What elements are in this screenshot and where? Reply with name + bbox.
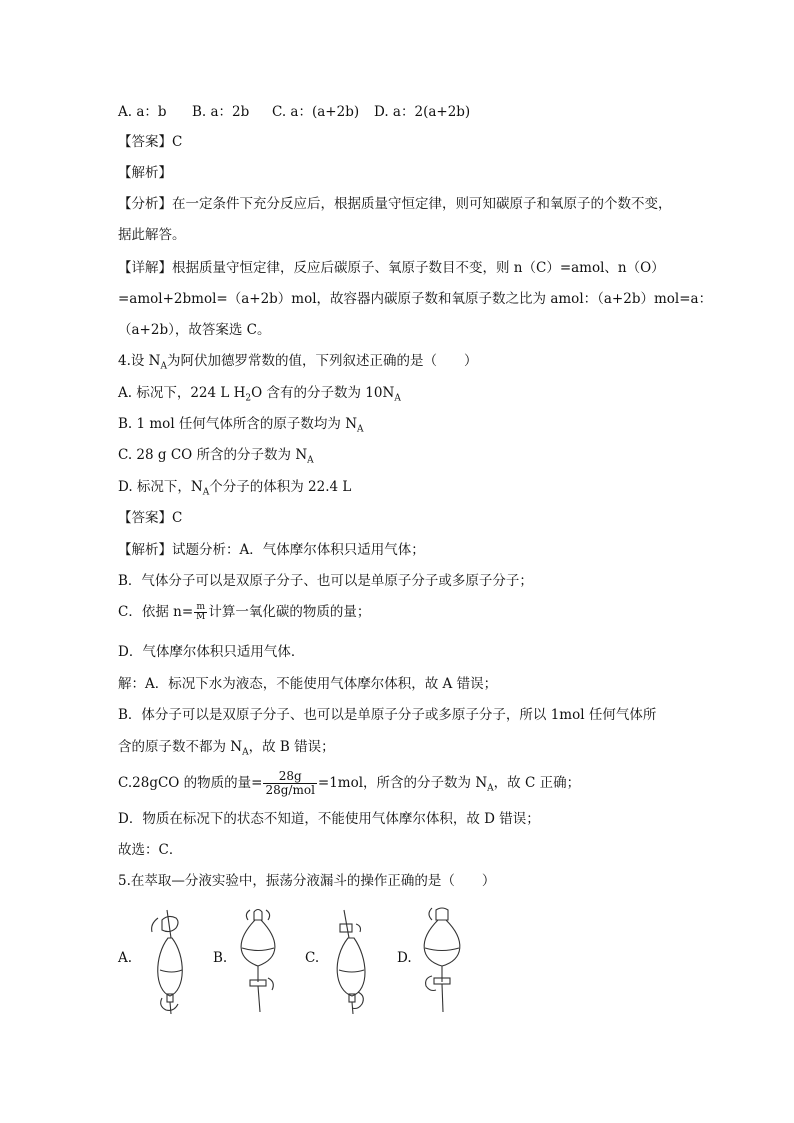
q4-analysis-line-4: D．气体摩尔体积只适用气体． — [118, 644, 305, 660]
q3-analysis-label: 【解析】 — [118, 165, 172, 181]
funnel-figure-b — [228, 906, 288, 1016]
q3-xiangjie-line-3: （a+2b），故答案选 C。 — [118, 322, 271, 338]
q4-option-d: D. 标况下，$N_A$个分子的体积为 22.4 L — [118, 479, 352, 498]
formula-fraction: $\frac{m}{M}$ — [196, 602, 206, 622]
q3-options — [118, 102, 718, 122]
funnel-figure-a — [140, 908, 200, 1018]
q3-option-a: A. a：b — [118, 104, 167, 120]
q4-analysis-line-3: C．依据 n= $\frac{m}{M}$ 计算一氧化碳的物质的量； — [118, 602, 371, 622]
q4-solution-line-1: 解：A．标况下水为液态，不能使用气体摩尔体积，故 A 错误； — [118, 676, 498, 692]
q5-stem: 5.在萃取—分液实验中，振荡分液漏斗的操作正确的是（ ） — [118, 873, 496, 889]
q3-fenxi-line-1: 【分析】在一定条件下充分反应后，根据质量守恒定律，则可知碳原子和氧原子的个数不变， — [118, 196, 672, 212]
figure-b-label: B. — [213, 950, 228, 966]
q4-analysis-line-2: B．气体分子可以是双原子分子、也可以是单原子分子或多原子分子； — [118, 573, 533, 589]
q4-solution-line-6: 故选：C． — [118, 842, 183, 858]
q4-solution-line-5: D．物质在标况下的状态不知道，不能使用气体摩尔体积，故 D 错误； — [118, 811, 540, 827]
q4-answer: 【答案】C — [118, 510, 183, 526]
q4-option-a: A. 标况下，224 L $H_2O$ 含有的分子数为 $10N_A$ — [118, 385, 401, 404]
q3-option-b: B. a：2b — [192, 104, 250, 120]
q3-option-c: C. a：(a+2b) — [272, 104, 360, 120]
q4-analysis-line-1: 【解析】试题分析：A．气体摩尔体积只适用气体； — [118, 542, 425, 558]
q3-xiangjie-line-2: =amol+2bmol=（a+2b）mol，故容器内碳原子数和氧原子数之比为 amol：（a+2b）mol=a： — [118, 291, 713, 307]
funnel-figure-d — [412, 906, 472, 1016]
funnel-figure-c — [322, 908, 382, 1018]
q4-solution-line-4: C.28gCO 的物质的量= $\frac{28g}{\text{28g/mol}}$ =1mol，所含的分子数为 $N_A$，故 C 正确； — [118, 769, 581, 797]
mole-calc-fraction: $\frac{28g}{\text{28g/mol}}$ — [265, 769, 315, 797]
figure-a-label: A. — [118, 950, 133, 966]
q4-option-c: C. 28 g CO 所含的分子数为 $N_A$ — [118, 447, 314, 466]
figure-d-label: D. — [397, 950, 412, 966]
q3-option-d: D. a：2(a+2b) — [374, 104, 471, 120]
q4-solution-line-2: B．体分子可以是双原子分子、也可以是单原子分子或多原子分子，所以 1mol 任何气体所 — [118, 707, 657, 723]
q4-option-b: B. 1 mol 任何气体所含的原子数均为 $N_A$ — [118, 416, 364, 435]
q3-fenxi-line-2: 据此解答。 — [118, 227, 186, 243]
figure-c-label: C. — [305, 950, 320, 966]
q3-xiangjie-line-1: 【详解】根据质量守恒定律，反应后碳原子、氧原子数目不变，则 n（C）=amol、n（O） — [118, 260, 665, 276]
q4-stem: 4.设 $N_A$为阿伏加德罗常数的值，下列叙述正确的是（ ） — [118, 353, 478, 372]
q4-solution-line-3: 含的原子数不都为 $N_A$，故 B 错误； — [118, 739, 335, 758]
q3-answer: 【答案】C — [118, 134, 183, 150]
